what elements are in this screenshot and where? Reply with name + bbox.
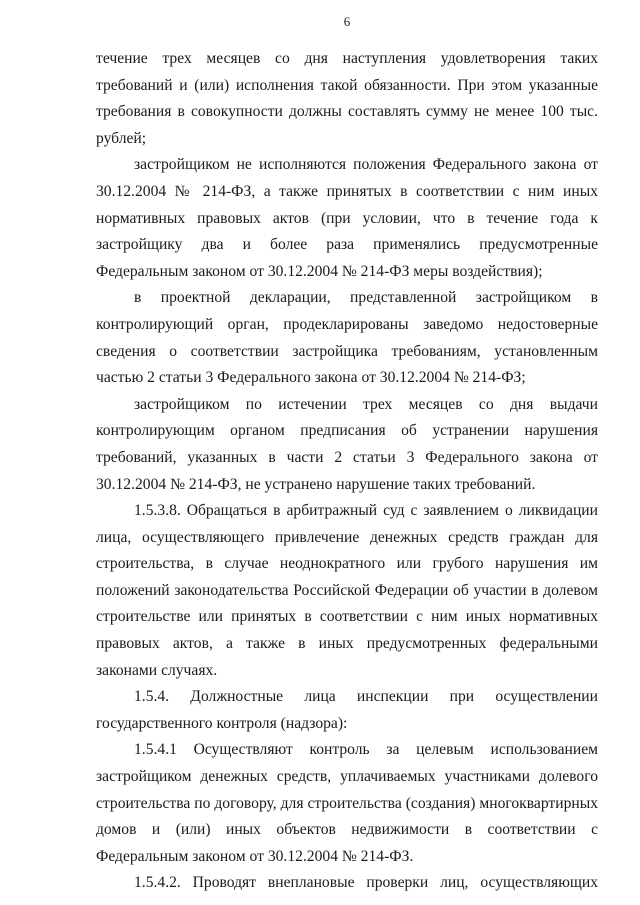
paragraph-unremedied-violation: застройщиком по истечении трех месяцев со дня выдачи контролирующим органом предписания об устранении нарушения требований, указанных в части 2 статьи 3 Федерального закона от 30.12.2004 № 214-ФЗ, не устранено нарушение таких требований. [96,395,598,493]
paragraph-1-5-3-8: 1.5.3.8. Обращаться в арбитражный суд с заявлением о ликвидации лица, осуществляющего привлечение денежных средств граждан для строительства, в случае неоднократного или грубого нарушения им положений законодательства Российской Федерации об участии в долевом строительстве или принятых в соответствии с ним иных нормативных правовых актов, а также в иных предусмотренных федеральными законами случаях. [96,502,598,679]
paragraph-1-5-4-1: 1.5.4.1 Осуществляют контроль за целевым использованием застройщиком денежных средств, уплачиваемых участниками долевого строительства по договору, для строительства (создания) многоквартирных домов и (или) иных объектов недвижимости в соответствии с Федеральным законом от 30.12.2004 № 214-ФЗ. [96,741,598,865]
paragraph-1-5-4: 1.5.4. Должностные лица инспекции при осуществлении государственного контроля (надзора): [96,688,598,732]
paragraph-false-declaration: в проектной декларации, представленной застройщиком в контролирующий орган, продекларированы заведомо недостоверные сведения о соответствии застройщика требованиям, установленным частью 2 статьи 3 Федерального закона от 30.12.2004 № 214-ФЗ; [96,289,598,387]
document-body [96,46,598,897]
paragraph-1-5-4-2: 1.5.4.2. Проводят внеплановые проверки лиц, осуществляющих [134,874,598,892]
page-number: 6 [343,14,351,29]
document-page [96,0,598,905]
paragraph-violation-law: застройщиком не исполняются положения Федерального закона от 30.12.2004 № 214-ФЗ, а также принятых в соответствии с ним иных нормативных правовых актов (при условии, что в течение года к застройщику два и более раза применялись предусмотренные Федеральным законом от 30.12.2004 № 214-ФЗ меры воздействия); [96,156,598,280]
paragraph-continuation: течение трех месяцев со дня наступления удовлетворения таких требований и (или) исполнения такой обязанности. При этом указанные требования в совокупности должны составлять сумму не менее 100 тыс. рублей; [96,50,598,147]
